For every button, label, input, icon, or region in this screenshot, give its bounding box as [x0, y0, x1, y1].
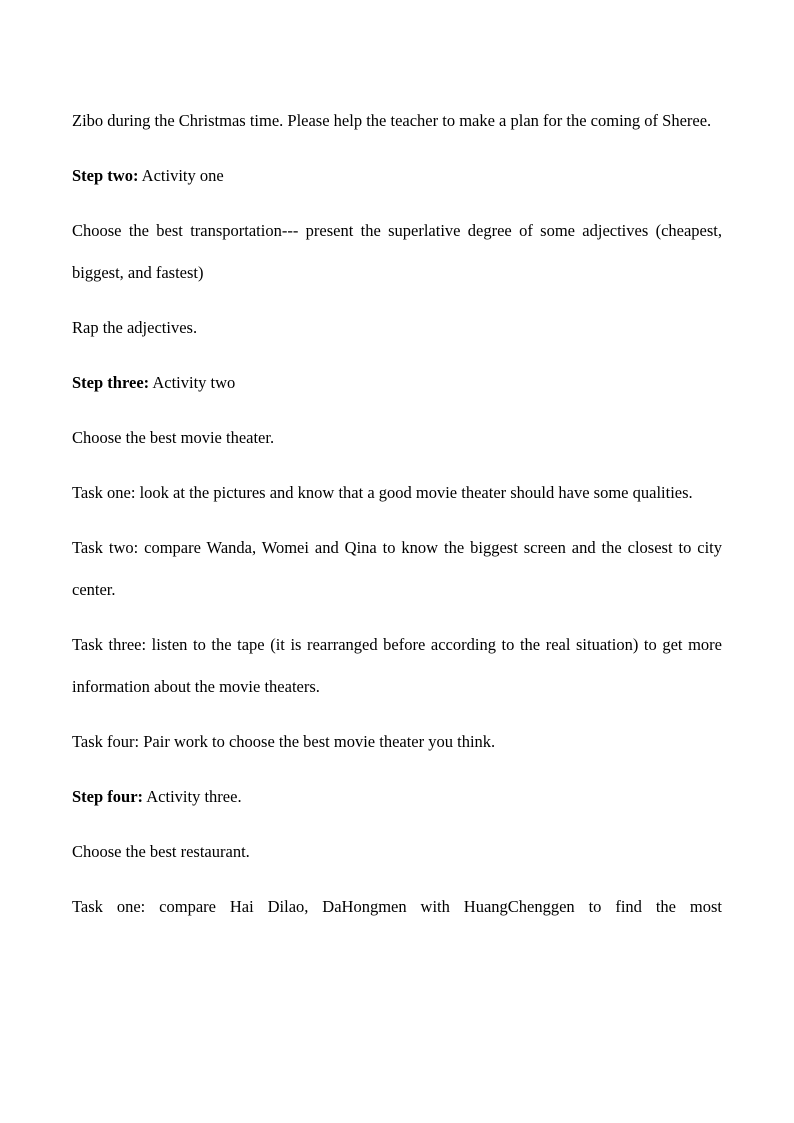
step-four-heading — [72, 776, 722, 818]
task-four-movie-paragraph: Task four: Pair work to choose the best movie theater you think. — [72, 732, 496, 751]
task-three-movie-paragraph: Task three: listen to the tape (it is rearranged before according to the real situation) to get more information about the movie theaters. — [72, 635, 722, 696]
document-page — [72, 100, 722, 928]
step-four-text: Activity three. — [143, 787, 242, 806]
intro-paragraph: Zibo during the Christmas time. Please help the teacher to make a plan for the coming of Sheree. — [72, 111, 712, 130]
rap-paragraph: Rap the adjectives. — [72, 318, 198, 337]
step-two-label: Step two: — [72, 166, 139, 185]
task-two-movie-paragraph: Task two: compare Wanda, Womei and Qina to know the biggest screen and the closest to city center. — [72, 538, 722, 599]
step-two-text: Activity one — [138, 166, 224, 185]
task-one-restaurant-paragraph: Task one: compare Hai Dilao, DaHongmen with HuangChenggen to find the most — [72, 897, 722, 916]
step-three-heading — [72, 362, 722, 404]
step-three-text: Activity two — [149, 373, 236, 392]
restaurant-paragraph: Choose the best restaurant. — [72, 842, 250, 861]
step-three-label: Step three: — [72, 373, 150, 392]
step-four-label: Step four: — [72, 787, 144, 806]
activity-one-description: Choose the best transportation--- present the superlative degree of some adjectives (cheapest, biggest, and fastest) — [72, 221, 722, 282]
task-one-movie-paragraph: Task one: look at the pictures and know that a good movie theater should have some qualities. — [72, 483, 693, 502]
movie-theater-paragraph: Choose the best movie theater. — [72, 428, 275, 447]
step-two-heading — [72, 155, 722, 197]
